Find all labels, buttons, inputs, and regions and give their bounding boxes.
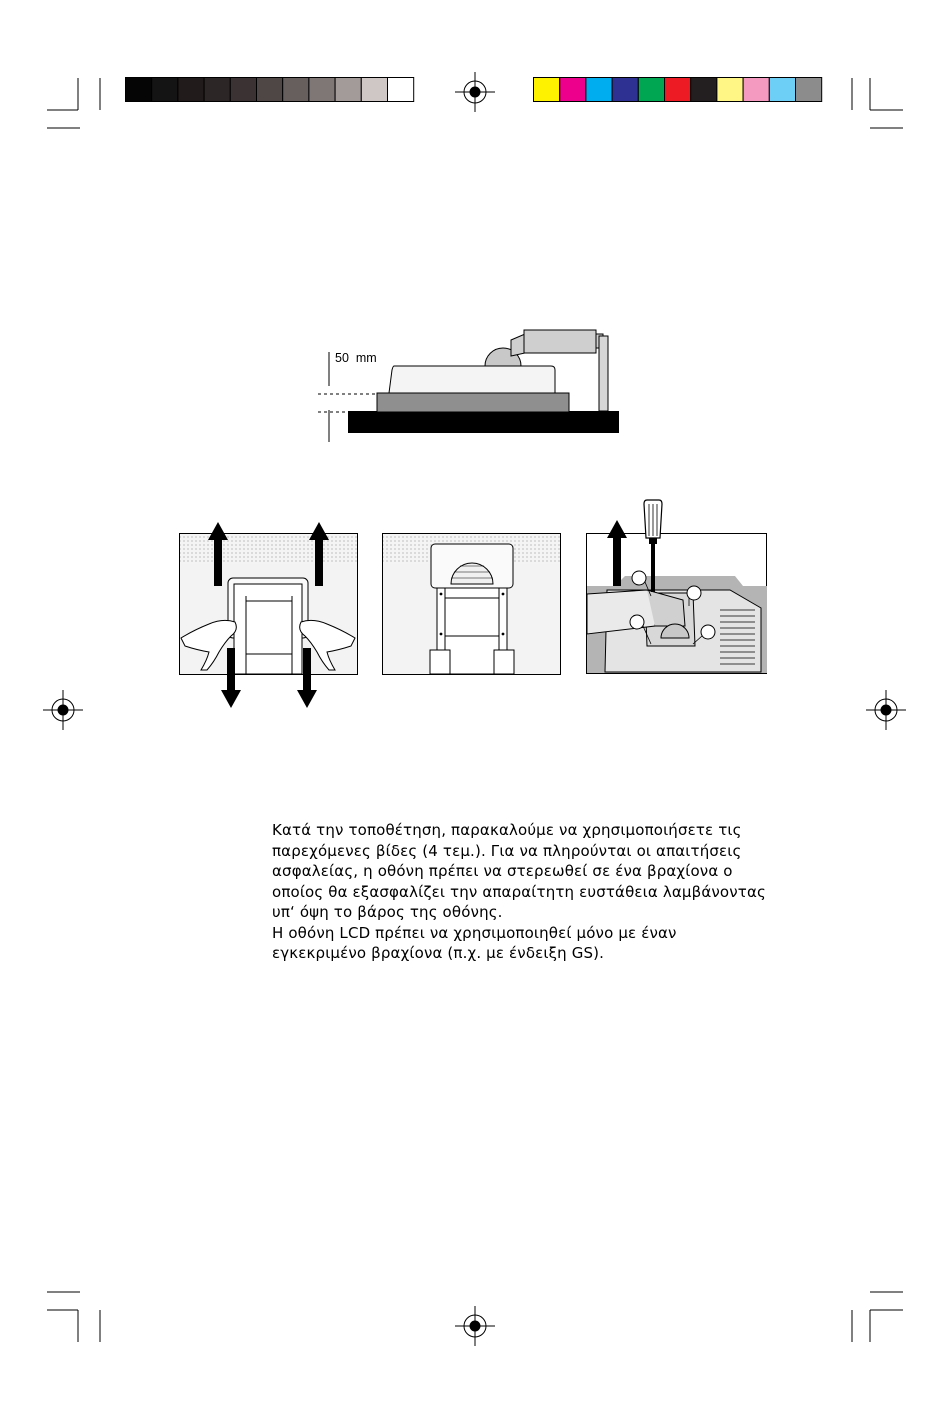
color-swatch bbox=[335, 78, 361, 102]
color-swatch bbox=[691, 78, 717, 102]
registration-mark-left bbox=[43, 690, 83, 730]
registration-mark-right bbox=[866, 690, 906, 730]
registration-mark-bottom bbox=[455, 1306, 495, 1346]
monitor-flat-arm-figure bbox=[315, 326, 635, 446]
color-swatch bbox=[230, 78, 256, 102]
color-swatch bbox=[388, 78, 414, 102]
color-swatch bbox=[361, 78, 387, 102]
text-line: ασφαλείας, η οθόνη πρέπει να στερεωθεί σε ένα βραχίονα ο bbox=[272, 862, 733, 880]
color-swatch bbox=[638, 78, 664, 102]
color-swatch bbox=[717, 78, 743, 102]
color-swatch bbox=[178, 78, 204, 102]
color-swatch bbox=[769, 78, 795, 102]
color-swatch bbox=[586, 78, 612, 102]
text-line: Κατά την τοποθέτηση, παρακαλούμε να χρησιμοποιήσετε τις bbox=[272, 821, 742, 839]
color-swatch bbox=[126, 78, 152, 102]
registration-mark-top bbox=[455, 72, 495, 112]
step-figure-remove-cover bbox=[179, 520, 359, 710]
text-line: εγκεκριμένο βραχίονα (π.χ. με ένδειξη GS). bbox=[272, 944, 605, 962]
color-swatch bbox=[796, 78, 822, 102]
color-swatch bbox=[204, 78, 230, 102]
text-line: υπ‘ όψη το βάρος της οθόνης. bbox=[272, 903, 503, 921]
text-line: οποίος θα εξασφαλίζει την απαραίτητη ευστάθεια λαμβάνοντας bbox=[272, 882, 766, 901]
dimension-label-50mm: 50 mm bbox=[335, 351, 377, 365]
step-figure-stand-hinge bbox=[382, 532, 562, 677]
process-color-bar bbox=[533, 77, 825, 103]
color-swatch bbox=[612, 78, 638, 102]
color-swatch bbox=[309, 78, 335, 102]
color-swatch bbox=[665, 78, 691, 102]
color-swatch bbox=[560, 78, 586, 102]
text-line: παρεχόμενες βίδες (4 τεμ.). Για να πληρούνται οι απαιτήσεις bbox=[272, 841, 742, 860]
color-swatch bbox=[743, 78, 769, 102]
step-figure-attach-arm-screwdriver bbox=[585, 498, 775, 678]
color-swatch bbox=[257, 78, 283, 102]
arm-mounting-instructions bbox=[272, 820, 832, 964]
text-line: Η οθόνη LCD πρέπει να χρησιμοποιηθεί μόνο με έναν bbox=[272, 923, 677, 942]
color-swatch bbox=[283, 78, 309, 102]
color-swatch bbox=[534, 78, 560, 102]
color-swatch bbox=[152, 78, 178, 102]
grayscale-color-bar bbox=[125, 77, 417, 103]
